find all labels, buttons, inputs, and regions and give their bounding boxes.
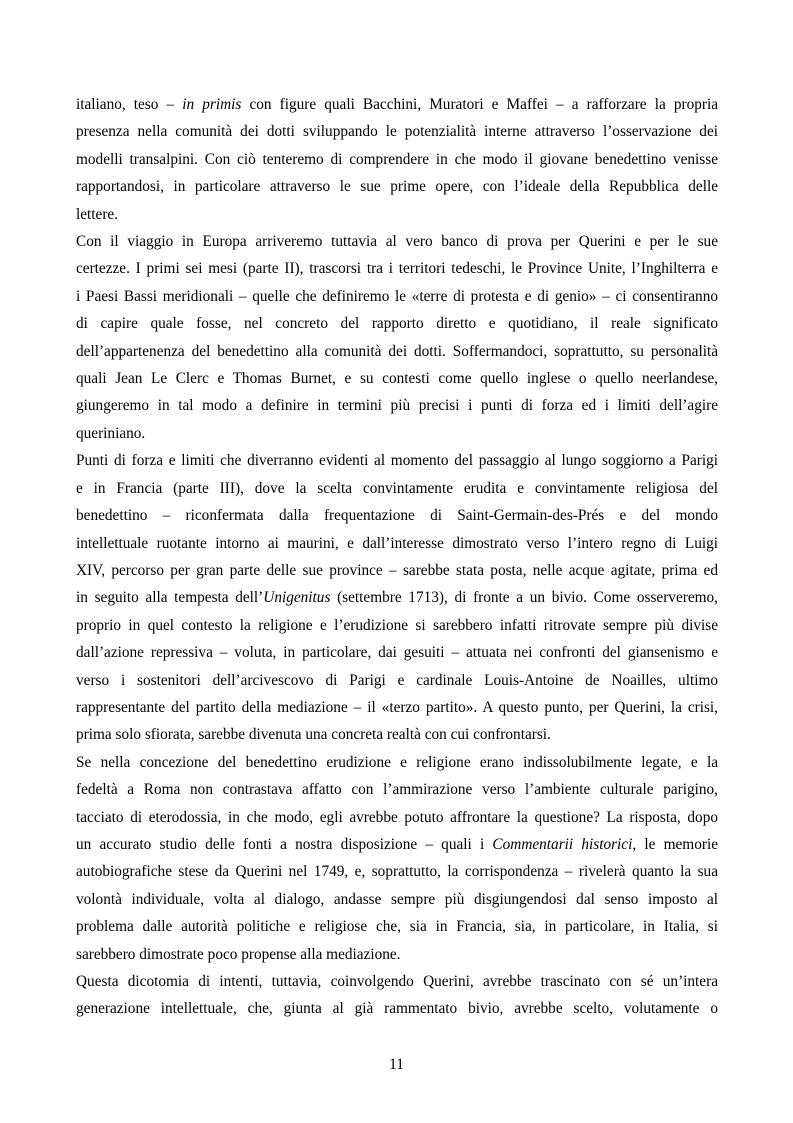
text-run: giungeremo in tal modo a definire in termini più precisi i punti di forza ed i limiti dell’agire — [76, 397, 718, 415]
text-line — [76, 694, 718, 721]
text-run: sarebbero dimostrate poco propense alla mediazione. — [76, 945, 401, 963]
text-run: italiano, teso – — [76, 96, 183, 113]
paragraphs — [76, 91, 718, 1023]
text-run: intellettuale ruotante intorno ai maurini, e dall’interesse dimostrato verso l’intero regno di Luigi — [76, 534, 718, 552]
text-run: in seguito alla tempesta dell’ — [76, 589, 264, 607]
text-line — [76, 502, 718, 529]
text-line — [76, 118, 718, 145]
text-run: prima solo sfiorata, sarebbe divenuta una concreta realtà con cui confrontarsi. — [76, 726, 551, 744]
text-run: certezze. I primi sei mesi (parte II), trascorsi tra i territori tedeschi, le Province Unite, l’Inghilterra e — [76, 260, 718, 278]
paragraph — [76, 447, 718, 748]
text-line — [76, 338, 718, 365]
text-line — [76, 283, 718, 310]
text-run: Con il viaggio in Europa arriveremo tuttavia al vero banco di prova per Querini e per le sue — [76, 233, 718, 251]
text-run: i Paesi Bassi meridionali – quelle che definiremo le «terre di protesta e di genio» – ci consentiranno — [76, 287, 718, 305]
text-run: XIV, percorso per gran parte delle sue province – sarebbe stata posta, nelle acque agitate, prima ed — [76, 561, 718, 579]
text-line — [76, 667, 718, 694]
text-line — [76, 612, 718, 639]
text-run: con figure quali Bacchini, Muratori e Maffei – a rafforzare la propria — [241, 96, 718, 113]
text-run: presenza nella comunità dei dotti sviluppando le potenzialità interne attraverso l’osservazione dei — [76, 123, 718, 141]
text-line — [76, 721, 718, 748]
text-run: rappresentante del partito della mediazione – il «terzo partito». A questo punto, per Querini, la crisi, — [76, 698, 718, 716]
text-line — [76, 804, 718, 831]
text-run: di capire quale fosse, nel concreto del rapporto diretto e quotidiano, il reale significato — [76, 315, 718, 333]
text-line — [76, 831, 718, 858]
text-run: rapportandosi, in particolare attraverso le sue prime opere, con l’ideale della Repubblica delle — [76, 178, 718, 196]
text-run: dell’appartenenza del benedettino alla comunità dei dotti. Soffermandoci, soprattutto, su personalità — [76, 342, 718, 360]
text-line — [76, 639, 718, 666]
text-run: quali Jean Le Clerc e Thomas Burnet, e su contesti come quello inglese o quello neerlandese, — [76, 370, 718, 388]
text-line — [76, 310, 718, 337]
text-line — [76, 776, 718, 803]
text-line — [76, 475, 718, 502]
italic-term: Unigenitus — [263, 589, 331, 607]
text-run: (settembre 1713), di fronte a un bivio. Come osserveremo, — [330, 589, 718, 607]
text-run: dall’azione repressiva – voluta, in particolare, dai gesuiti – attuata nei confronti del giansenismo e — [76, 644, 718, 662]
text-run: proprio in quel contesto la religione e l’erudizione si sarebbero infatti ritrovate sempre più divise — [76, 616, 718, 634]
text-line — [76, 255, 718, 282]
text-run: Punti di forza e limiti che diverranno evidenti al momento del passaggio al lungo soggiorno a Parigi — [76, 452, 718, 470]
document-body — [76, 91, 718, 1023]
text-run: tacciato di eterodossia, in che modo, egli avrebbe potuto affrontare la questione? La risposta, dopo — [76, 808, 718, 826]
paragraph — [76, 91, 718, 228]
text-run: verso i sostenitori dell’arcivescovo di Parigi e cardinale Louis-Antoine de Noailles, ultimo — [76, 671, 718, 689]
text-line — [76, 392, 718, 419]
text-line — [76, 146, 718, 173]
text-run: e in Francia (parte III), dove la scelta convintamente erudita e convintamente religiosa del — [76, 479, 718, 497]
text-line — [76, 365, 718, 392]
text-line — [76, 941, 718, 968]
text-line — [76, 201, 718, 228]
text-run: fedeltà a Roma non contrastava affatto con l’ammirazione verso l’ambiente culturale parigino, — [76, 781, 718, 799]
text-run: Questa dicotomia di intenti, tuttavia, coinvolgendo Querini, avrebbe trascinato con sé un’intera — [76, 973, 718, 990]
text-run: autobiografiche stese da Querini nel 1749, e, soprattutto, la corrispondenza – rivelerà quanto la sua — [76, 863, 718, 881]
text-line — [76, 447, 718, 474]
text-run: generazione intellettuale, che, giunta al già rammentato bivio, avrebbe scelto, volutamente o — [76, 1000, 718, 1018]
text-line — [76, 995, 718, 1022]
text-run: Se nella concezione del benedettino erudizione e religione erano indissolubilmente legate, e la — [76, 753, 718, 771]
text-line — [76, 886, 718, 913]
text-line — [76, 530, 718, 557]
text-line — [76, 913, 718, 940]
text-run: lettere. — [76, 205, 119, 223]
italic-term: in primis — [182, 96, 242, 113]
text-line — [76, 584, 718, 611]
text-run: volontà individuale, volta al dialogo, andasse sempre più disgiungendosi dal senso imposto al — [76, 890, 718, 908]
text-line — [76, 420, 718, 447]
text-run: problema dalle autorità politiche e religiose che, sia in Francia, sia, in particolare, in Italia, si — [76, 918, 718, 936]
text-run: benedettino – riconfermata dalla frequentazione di Saint-Germain-des-Prés e del mondo — [76, 507, 718, 525]
text-line — [76, 173, 718, 200]
paragraph — [76, 228, 718, 447]
text-line — [76, 228, 718, 255]
text-run: modelli transalpini. Con ciò tenteremo di comprendere in che modo il giovane benedettino venisse — [76, 150, 718, 168]
text-run: queriniano. — [76, 424, 146, 442]
page-number: 11 — [389, 1056, 404, 1073]
text-line — [76, 968, 718, 995]
text-line — [76, 749, 718, 776]
paragraph — [76, 749, 718, 968]
text-run: un accurato studio delle fonti a nostra disposizione – quali i — [76, 835, 493, 853]
text-line — [76, 91, 718, 118]
text-line — [76, 858, 718, 885]
text-line — [76, 557, 718, 584]
italic-term: Commentarii historici — [492, 835, 633, 853]
paragraph — [76, 968, 718, 1023]
text-run: , le memorie — [632, 835, 718, 853]
